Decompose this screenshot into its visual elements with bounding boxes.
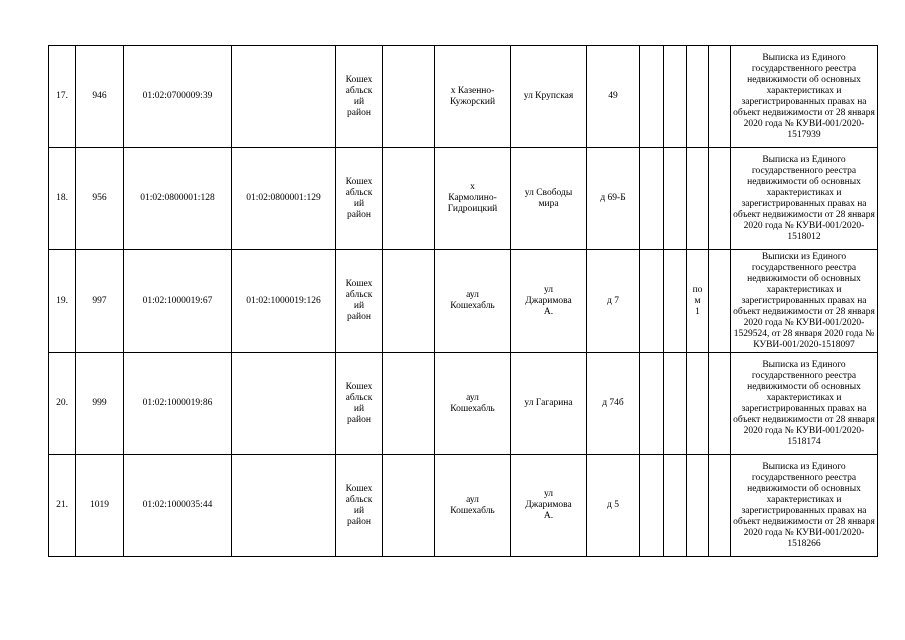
row-number: 18. (49, 148, 76, 250)
street-cell (511, 148, 587, 250)
house-number: 49 (587, 46, 640, 148)
empty-cell (383, 148, 435, 250)
locality-cell (435, 46, 511, 148)
district-cell (336, 455, 383, 557)
empty-cell (664, 148, 687, 250)
locality-cell (435, 250, 511, 353)
document-basis: Выписка из Единого государственного реестра недвижимости об основных характеристиках и зарегистрированных правах на объект недвижимости от 28 января 2020 года № КУВИ-001/2020-1518174 (731, 353, 878, 455)
document-basis: Выписка из Единого государственного реестра недвижимости об основных характеристиках и зарегистрированных правах на объект недвижимости от 28 января 2020 года № КУВИ-001/2020-1517939 (731, 46, 878, 148)
empty-cell (664, 46, 687, 148)
street-cell (511, 455, 587, 557)
locality-text: аул Кошехабль (450, 494, 495, 516)
empty-cell (664, 455, 687, 557)
locality-cell (435, 455, 511, 557)
street-cell (511, 46, 587, 148)
premises-cell (687, 353, 709, 455)
empty-cell (640, 148, 664, 250)
registry-number: 997 (76, 250, 124, 353)
empty-cell (709, 455, 731, 557)
empty-cell (664, 250, 687, 353)
property-registry-table (48, 45, 878, 557)
table-row (49, 455, 878, 557)
registry-number: 999 (76, 353, 124, 455)
house-number: д 5 (587, 455, 640, 557)
empty-cell (640, 353, 664, 455)
document-basis: Выписка из Единого государственного реестра недвижимости об основных характеристиках и зарегистрированных правах на объект недвижимости от 28 января 2020 года № КУВИ-001/2020-1518012 (731, 148, 878, 250)
row-number: 20. (49, 353, 76, 455)
house-number: д 69-Б (587, 148, 640, 250)
cadastral-number: 01:02:1000035:44 (124, 455, 232, 557)
related-cadastral-number (232, 353, 336, 455)
empty-cell (709, 148, 731, 250)
house-number: д 7 (587, 250, 640, 353)
table-row (49, 148, 878, 250)
related-cadastral-number: 01:02:0800001:129 (232, 148, 336, 250)
street-text: ул Свободы мира (524, 187, 573, 209)
street-cell (511, 250, 587, 353)
house-number: д 74б (587, 353, 640, 455)
premises-text: по м 1 (692, 284, 703, 317)
cadastral-number: 01:02:1000019:67 (124, 250, 232, 353)
street-text: ул Крупская (523, 91, 574, 101)
locality-cell (435, 353, 511, 455)
empty-cell (709, 250, 731, 353)
district-text: Кошех абльск ий район (345, 279, 373, 322)
registry-number: 956 (76, 148, 124, 250)
empty-cell (383, 250, 435, 353)
empty-cell (640, 455, 664, 557)
district-text: Кошех абльск ий район (345, 381, 373, 425)
street-cell (511, 353, 587, 455)
district-text: Кошех абльск ий район (345, 483, 373, 527)
table-row (49, 46, 878, 148)
empty-cell (640, 250, 664, 353)
related-cadastral-number (232, 455, 336, 557)
empty-cell (709, 353, 731, 455)
empty-cell (383, 353, 435, 455)
street-text: ул Гагарина (524, 398, 573, 408)
row-number: 17. (49, 46, 76, 148)
premises-cell (687, 148, 709, 250)
cadastral-number: 01:02:0800001:128 (124, 148, 232, 250)
empty-cell (383, 455, 435, 557)
locality-text: х Казенно- Кужорский (449, 85, 496, 107)
document-basis: Выписки из Единого государственного реестра недвижимости об основных характеристиках и зарегистрированных правах на объект недвижимости от 28 января 2020 года № КУВИ-001/2020-1529524, от 28 января 2020 года № КУВИ-001/2020-1518097 (731, 250, 878, 353)
row-number: 21. (49, 455, 76, 557)
locality-text: х Кармолино- Гидроицкий (447, 182, 498, 214)
locality-text: аул Кошехабль (450, 290, 495, 311)
row-number: 19. (49, 250, 76, 353)
premises-cell (687, 250, 709, 353)
registry-number: 946 (76, 46, 124, 148)
district-cell (336, 46, 383, 148)
table-row (49, 353, 878, 455)
document-basis: Выписка из Единого государственного реестра недвижимости об основных характеристиках и зарегистрированных правах на объект недвижимости от 28 января 2020 года № КУВИ-001/2020-1518266 (731, 455, 878, 557)
district-cell (336, 250, 383, 353)
street-text: ул Джаримова А. (525, 489, 572, 521)
locality-text: аул Кошехабль (450, 392, 495, 414)
district-cell (336, 353, 383, 455)
empty-cell (383, 46, 435, 148)
premises-cell (687, 46, 709, 148)
related-cadastral-number: 01:02:1000019:126 (232, 250, 336, 353)
premises-cell (687, 455, 709, 557)
district-text: Кошех абльск ий район (345, 74, 373, 118)
related-cadastral-number (232, 46, 336, 148)
empty-cell (640, 46, 664, 148)
registry-number: 1019 (76, 455, 124, 557)
cadastral-number: 01:02:0700009:39 (124, 46, 232, 148)
table-body (49, 46, 878, 557)
cadastral-number: 01:02:1000019:86 (124, 353, 232, 455)
table-row (49, 250, 878, 353)
district-text: Кошех абльск ий район (345, 176, 373, 220)
empty-cell (709, 46, 731, 148)
street-text: ул Джаримова А. (525, 284, 572, 317)
locality-cell (435, 148, 511, 250)
district-cell (336, 148, 383, 250)
empty-cell (664, 353, 687, 455)
